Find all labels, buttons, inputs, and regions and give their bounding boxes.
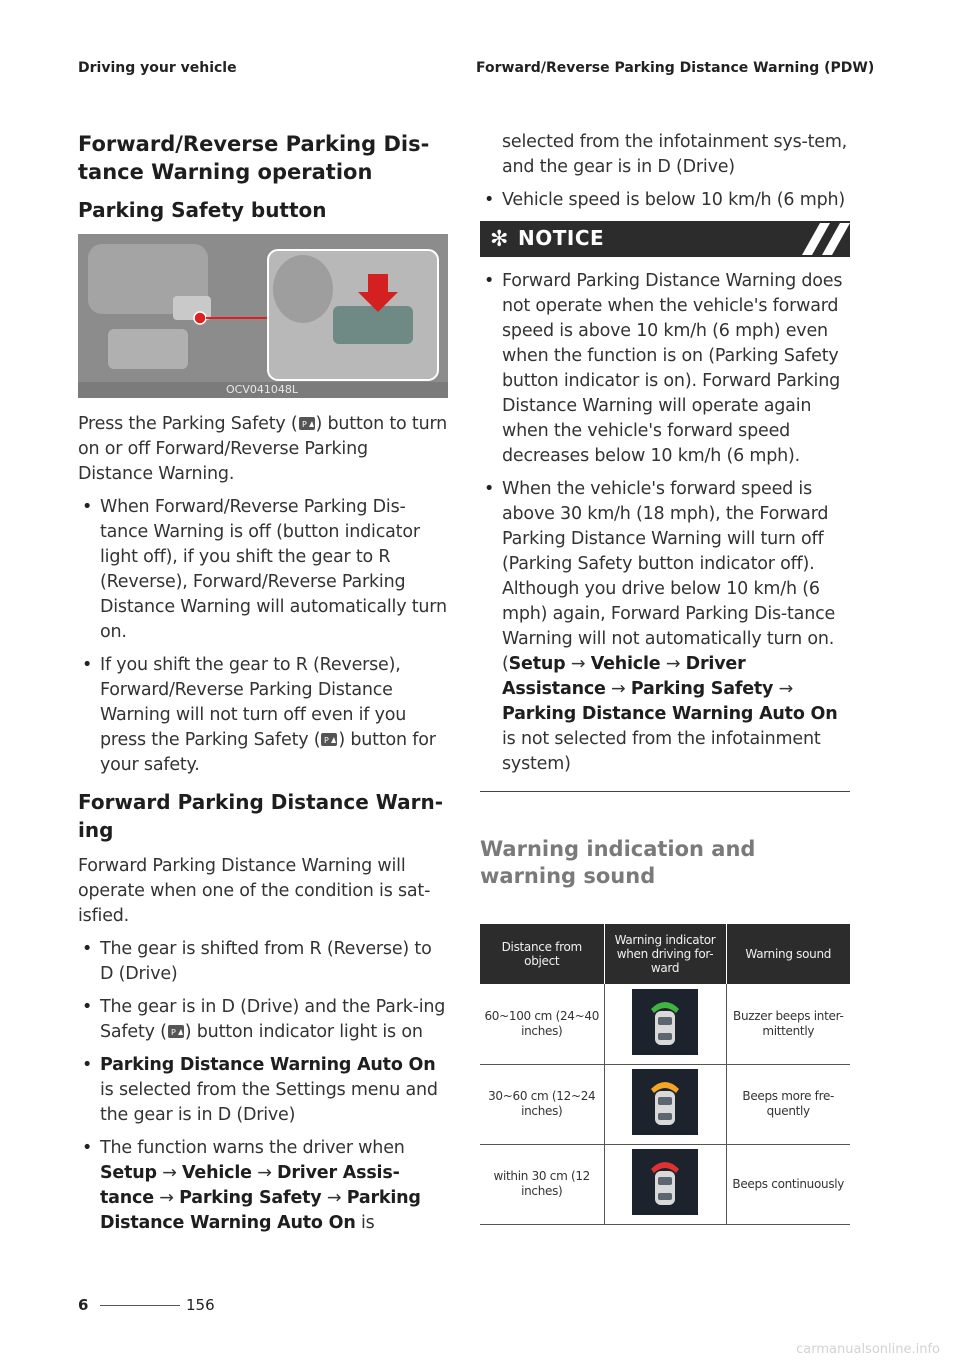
forward-pdw-intro: Forward Parking Distance Warning will operate when one of the condition is sat-isfied. <box>78 856 431 926</box>
speed-condition-list <box>480 188 850 213</box>
condition-list <box>78 937 448 1236</box>
indicator-cell <box>604 1144 726 1224</box>
table-row <box>480 1144 850 1224</box>
arrow-icon: → <box>159 1188 174 1208</box>
column-header: Distance from object <box>480 924 604 984</box>
column-header: Warning indicator when driving for-ward <box>604 924 726 984</box>
sound-cell: Beeps continuously <box>726 1144 850 1224</box>
arrow-icon: → <box>778 679 794 699</box>
console-illustration <box>78 234 448 398</box>
arrow-icon: → <box>326 1188 342 1208</box>
sound-cell: Beeps more fre-quently <box>726 1064 850 1144</box>
warning-indication-heading: Warning indication and warning sound <box>480 837 756 888</box>
running-header-section: Forward/Reverse Parking Distance Warning (PDW) <box>476 60 875 76</box>
distance-cell: 60~100 cm (24~40 inches) <box>480 984 604 1064</box>
right-column <box>480 130 850 1225</box>
parking-safety-bullets <box>78 495 448 778</box>
footer-divider <box>100 1305 180 1306</box>
parking-safety-icon <box>321 733 337 746</box>
table-header-row <box>480 924 850 984</box>
parking-safety-button-heading: Parking Safety button <box>78 198 327 222</box>
left-column <box>78 130 448 1244</box>
car-warning-indicator-icon <box>632 1149 698 1215</box>
car-warning-indicator-icon <box>632 989 698 1055</box>
indicator-cell <box>604 984 726 1064</box>
parking-safety-icon <box>299 417 315 430</box>
notice-list <box>480 269 850 777</box>
sound-cell: Buzzer beeps inter-mittently <box>726 984 850 1064</box>
notice-banner <box>480 221 850 257</box>
arrow-icon: → <box>257 1163 272 1183</box>
running-header-chapter: Driving your vehicle <box>78 60 237 76</box>
distance-cell: 30~60 cm (12~24 inches) <box>480 1064 604 1144</box>
continued-text: selected from the infotainment sys-tem, and the gear is in D (Drive) <box>502 132 848 177</box>
notice-slash-icon <box>796 221 850 257</box>
arrow-icon: → <box>611 679 626 699</box>
distance-cell: within 30 cm (12 inches) <box>480 1144 604 1224</box>
parking-safety-button-photo <box>78 234 448 398</box>
list-item: • When the vehicle's forward speed is above 30 km/h (18 mph), the Forward Parking Distance Warning will turn off (Parking Safety button indicator off). Although you drive below 10 km/h (6 mph) again, Forward Parking Dis-tance Warning will not automatically turn on. (Setup → Vehicle → Driver Assistance → Parking Safety → Parking Distance Warning Auto On is not selected from the infotainment system) <box>480 477 850 777</box>
page-number: 156 <box>186 1296 215 1314</box>
arrow-icon: → <box>162 1163 177 1183</box>
column-header: Warning sound <box>726 924 850 984</box>
svg-text:P: P <box>170 1028 176 1037</box>
car-warning-indicator-icon <box>632 1069 698 1135</box>
notice-divider <box>480 791 850 792</box>
table-row <box>480 1064 850 1144</box>
photo-caption: OCV041048L <box>78 382 448 398</box>
section-title: Forward/Reverse Parking Dis-tance Warning operation <box>78 132 430 184</box>
watermark: carmanualsonline.info <box>796 1342 940 1357</box>
table-row <box>480 984 850 1064</box>
list-item: • The gear is shifted from R (Reverse) to D (Drive) <box>78 937 448 987</box>
list-item: • If you shift the gear to R (Reverse), Forward/Reverse Parking Distance Warning will not turn off even if you press the Parking Safety ( P ) button for your safety. <box>78 653 448 778</box>
list-item: • When Forward/Reverse Parking Dis-tance Warning is off (button indicator light off), if you shift the gear to R (Reverse), Forward/Reverse Parking Distance Warning will automatically turn on. <box>78 495 448 645</box>
list-item: • Parking Distance Warning Auto On is selected from the Settings menu and the gear is in D (Drive) <box>78 1053 448 1128</box>
list-item: • Forward Parking Distance Warning does not operate when the vehicle's forward speed is above 10 km/h (6 mph) even when the function is on (Parking Safety button indicator is on). Forward Parking Distance Warning will operate again when the vehicle's forward speed decreases below 10 km/h (6 mph). <box>480 269 850 469</box>
list-item: • The function warns the driver when Setup → Vehicle → Driver Assis-tance → Parking Safety → Parking Distance Warning Auto On is <box>78 1136 448 1236</box>
svg-text:P: P <box>324 736 330 745</box>
warning-table <box>480 924 850 1225</box>
notice-title: NOTICE <box>518 226 605 250</box>
svg-text:P: P <box>301 420 307 429</box>
arrow-icon: → <box>665 654 681 674</box>
chapter-number: 6 <box>78 1296 89 1314</box>
asterisk-icon: ✻ <box>490 227 509 252</box>
parking-safety-icon <box>168 1025 184 1038</box>
indicator-cell <box>604 1064 726 1144</box>
arrow-icon: → <box>570 654 586 674</box>
list-item: • Vehicle speed is below 10 km/h (6 mph) <box>480 188 850 213</box>
list-item: • The gear is in D (Drive) and the Park-ing Safety ( P ) button indicator light is on <box>78 995 448 1045</box>
forward-pdw-heading: Forward Parking Distance Warn-ing <box>78 790 444 842</box>
press-instruction: Press the Parking Safety ( P ) button to turn on or off Forward/Reverse Parking Distance Warning. <box>78 414 448 484</box>
